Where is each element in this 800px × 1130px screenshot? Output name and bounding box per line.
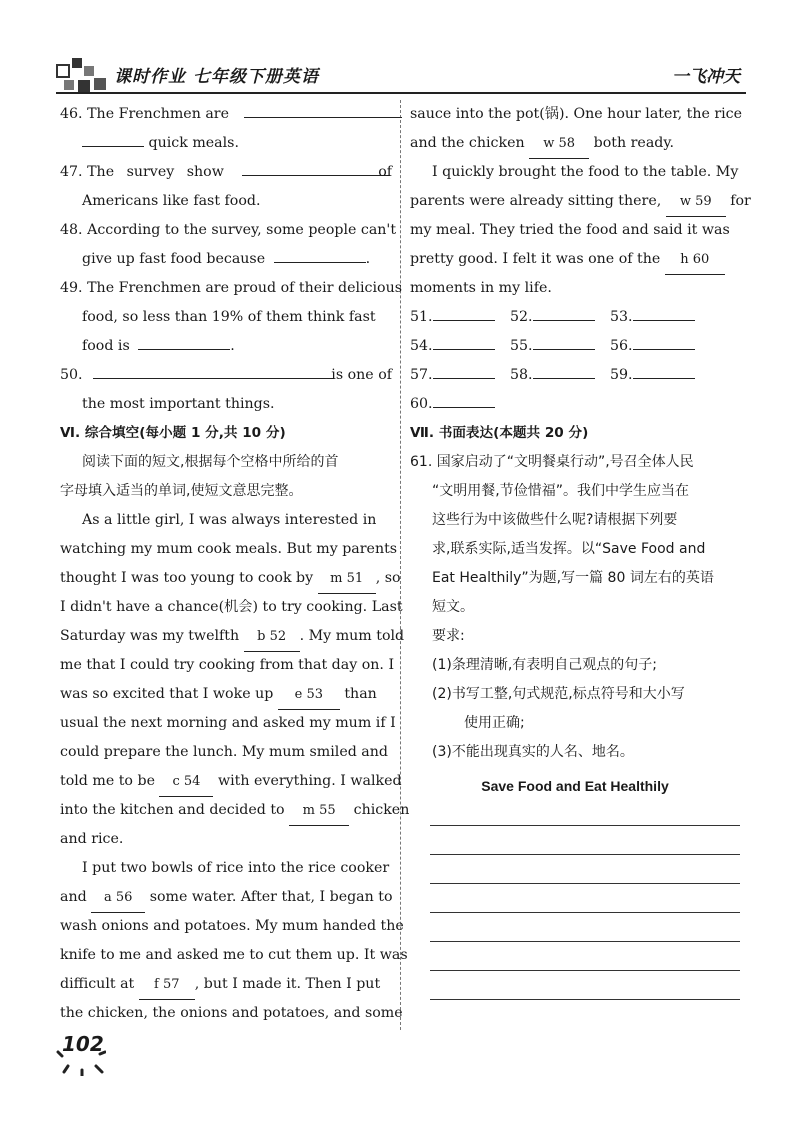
answer-item: 56. — [610, 332, 710, 361]
question-49-line2: food, so less than 19% of them think fast — [82, 309, 376, 325]
header-title: 课时作业 七年级下册英语 — [114, 67, 319, 87]
answer-blank-54[interactable] — [433, 334, 495, 350]
passage-line: told me to be c 54 with everything. I walked — [60, 767, 392, 796]
right-column — [410, 100, 751, 1008]
passage-line: I quickly brought the food to the table. My — [432, 164, 739, 180]
blank-56[interactable]: a 56 — [91, 883, 145, 913]
answer-item: 60. — [410, 390, 510, 419]
answer-blank-55[interactable] — [533, 334, 595, 350]
column-divider — [400, 100, 401, 1030]
answer-blank-57[interactable] — [433, 363, 495, 379]
section-6-heading: Ⅵ. 综合填空(每小题 1 分,共 10 分) — [60, 425, 286, 441]
writing-prompt-line: 短文。 — [432, 599, 474, 615]
passage-line: Saturday was my twelfth b 52 . My mum told — [60, 622, 392, 651]
writing-prompt-line: 求,联系实际,适当发挥。以“Save Food and — [432, 541, 706, 557]
question-50: 50. is one of — [60, 361, 392, 390]
page-header — [56, 52, 746, 98]
passage-line: watching my mum cook meals. But my parents — [60, 541, 398, 557]
answer-item: 53. — [610, 303, 710, 332]
passage-line: and rice. — [60, 831, 124, 847]
answer-row — [410, 303, 740, 332]
blank-59[interactable]: w 59 — [666, 187, 726, 217]
question-47-line2: Americans like fast food. — [82, 193, 261, 209]
question-49-line3: food is . — [60, 332, 392, 361]
writing-prompt-line: Eat Healthily”为题,写一篇 80 词左右的英语 — [432, 570, 714, 586]
blank-54[interactable]: c 54 — [159, 767, 213, 797]
answer-row — [410, 361, 740, 390]
answer-blank-47[interactable] — [242, 160, 390, 176]
writing-line[interactable] — [410, 979, 740, 1008]
blank-53[interactable]: e 53 — [278, 680, 340, 710]
answer-item: 57. — [410, 361, 510, 390]
writing-prompt-line: 这些行为中该做些什么呢?请根据下列要 — [432, 512, 678, 528]
passage-line: parents were already sitting there, w 59 for — [410, 187, 740, 216]
answer-blank-49[interactable] — [138, 334, 230, 350]
question-46: 46. The Frenchmen are — [60, 100, 392, 129]
requirement-item-cont: 使用正确; — [464, 715, 525, 731]
requirements-heading: 要求: — [432, 628, 465, 644]
blank-52[interactable]: b 52 — [244, 622, 300, 652]
passage-line: my meal. They tried the food and said it was — [410, 222, 730, 238]
blank-55[interactable]: m 55 — [289, 796, 349, 826]
question-50-line2: the most important things. — [82, 396, 275, 412]
answer-blank-46b[interactable] — [82, 131, 144, 147]
answer-item: 58. — [510, 361, 610, 390]
passage-line: usual the next morning and asked my mum if I — [60, 715, 396, 731]
answer-row — [410, 332, 740, 361]
answer-item: 52. — [510, 303, 610, 332]
requirement-item: (3)不能出现真实的人名、地名。 — [432, 744, 634, 760]
answer-item: 54. — [410, 332, 510, 361]
question-46-line2: quick meals. — [60, 129, 392, 158]
left-column — [60, 100, 410, 1028]
passage-line: the chicken, the onions and potatoes, and some — [60, 1005, 403, 1021]
section-6-instruction-1: 阅读下面的短文,根据每个空格中所给的首 — [82, 454, 339, 470]
question-49: 49. The Frenchmen are proud of their delicious — [60, 280, 402, 296]
answer-item: 59. — [610, 361, 710, 390]
passage-line: difficult at f 57 , but I made it. Then I put — [60, 970, 392, 999]
writing-line[interactable] — [410, 834, 740, 863]
passage-line: me that I could try cooking from that day on. I — [60, 657, 395, 673]
passage-line: and a 56 some water. After that, I began to — [60, 883, 392, 912]
passage-line: sauce into the pot(锅). One hour later, the rice — [410, 106, 743, 122]
book-logo-icon — [56, 58, 110, 94]
answer-item: 51. — [410, 303, 510, 332]
answer-blank-60[interactable] — [433, 392, 495, 408]
blank-60[interactable]: h 60 — [665, 245, 725, 275]
header-brand: 一飞冲天 — [672, 67, 740, 87]
section-6-instruction-2: 字母填入适当的单词,使短文意思完整。 — [60, 483, 303, 499]
writing-line[interactable] — [410, 892, 740, 921]
question-48-line2: give up fast food because . — [60, 245, 392, 274]
passage-line: wash onions and potatoes. My mum handed the — [60, 918, 404, 934]
answer-blank-48[interactable] — [274, 247, 366, 263]
writing-line[interactable] — [410, 950, 740, 979]
answer-item: 55. — [510, 332, 610, 361]
question-47: 47. The survey show of — [60, 158, 392, 187]
answer-blank-46a[interactable] — [244, 102, 402, 118]
passage-line: thought I was too young to cook by m 51 , so — [60, 564, 392, 593]
passage-line: I didn't have a chance(机会) to try cooking. Last — [60, 599, 403, 615]
writing-prompt-line: “文明用餐,节俭惜福”。我们中学生应当在 — [432, 483, 689, 499]
answer-row — [410, 390, 740, 419]
passage-line: into the kitchen and decided to m 55 chicken — [60, 796, 392, 825]
passage-line: could prepare the lunch. My mum smiled and — [60, 744, 388, 760]
answer-blank-50[interactable] — [93, 363, 333, 379]
passage-line: pretty good. I felt it was one of the h 60 — [410, 245, 740, 274]
answer-blank-52[interactable] — [533, 305, 595, 321]
requirement-item: (2)书写工整,句式规范,标点符号和大小写 — [432, 686, 685, 702]
passage-line: and the chicken w 58 both ready. — [410, 129, 740, 158]
passage-line: was so excited that I woke up e 53 than — [60, 680, 392, 709]
requirement-item: (1)条理清晰,有表明自己观点的句子; — [432, 657, 657, 673]
blank-58[interactable]: w 58 — [529, 129, 589, 159]
essay-title: Save Food and Eat Healthily — [481, 778, 669, 794]
writing-prompt-line: 61. 国家启动了“文明餐桌行动”,号召全体人民 — [410, 454, 694, 470]
question-48: 48. According to the survey, some people can't — [60, 222, 397, 238]
writing-line[interactable] — [410, 921, 740, 950]
blank-51[interactable]: m 51 — [318, 564, 376, 594]
passage-line: knife to me and asked me to cut them up. It was — [60, 947, 408, 963]
passage-line: I put two bowls of rice into the rice cooker — [82, 860, 390, 876]
answer-blank-56[interactable] — [633, 334, 695, 350]
section-7-heading: Ⅶ. 书面表达(本题共 20 分) — [410, 425, 589, 441]
writing-line[interactable] — [410, 863, 740, 892]
header-rule — [56, 92, 746, 94]
passage-line: moments in my life. — [410, 280, 552, 296]
answer-blank-53[interactable] — [633, 305, 695, 321]
page-number: 102 — [62, 1032, 104, 1056]
writing-line[interactable] — [410, 805, 740, 834]
passage-line: As a little girl, I was always interested in — [82, 512, 377, 528]
answer-blank-58[interactable] — [533, 363, 595, 379]
answer-blank-51[interactable] — [433, 305, 495, 321]
blank-57[interactable]: f 57 — [139, 970, 195, 1000]
answer-blank-59[interactable] — [633, 363, 695, 379]
